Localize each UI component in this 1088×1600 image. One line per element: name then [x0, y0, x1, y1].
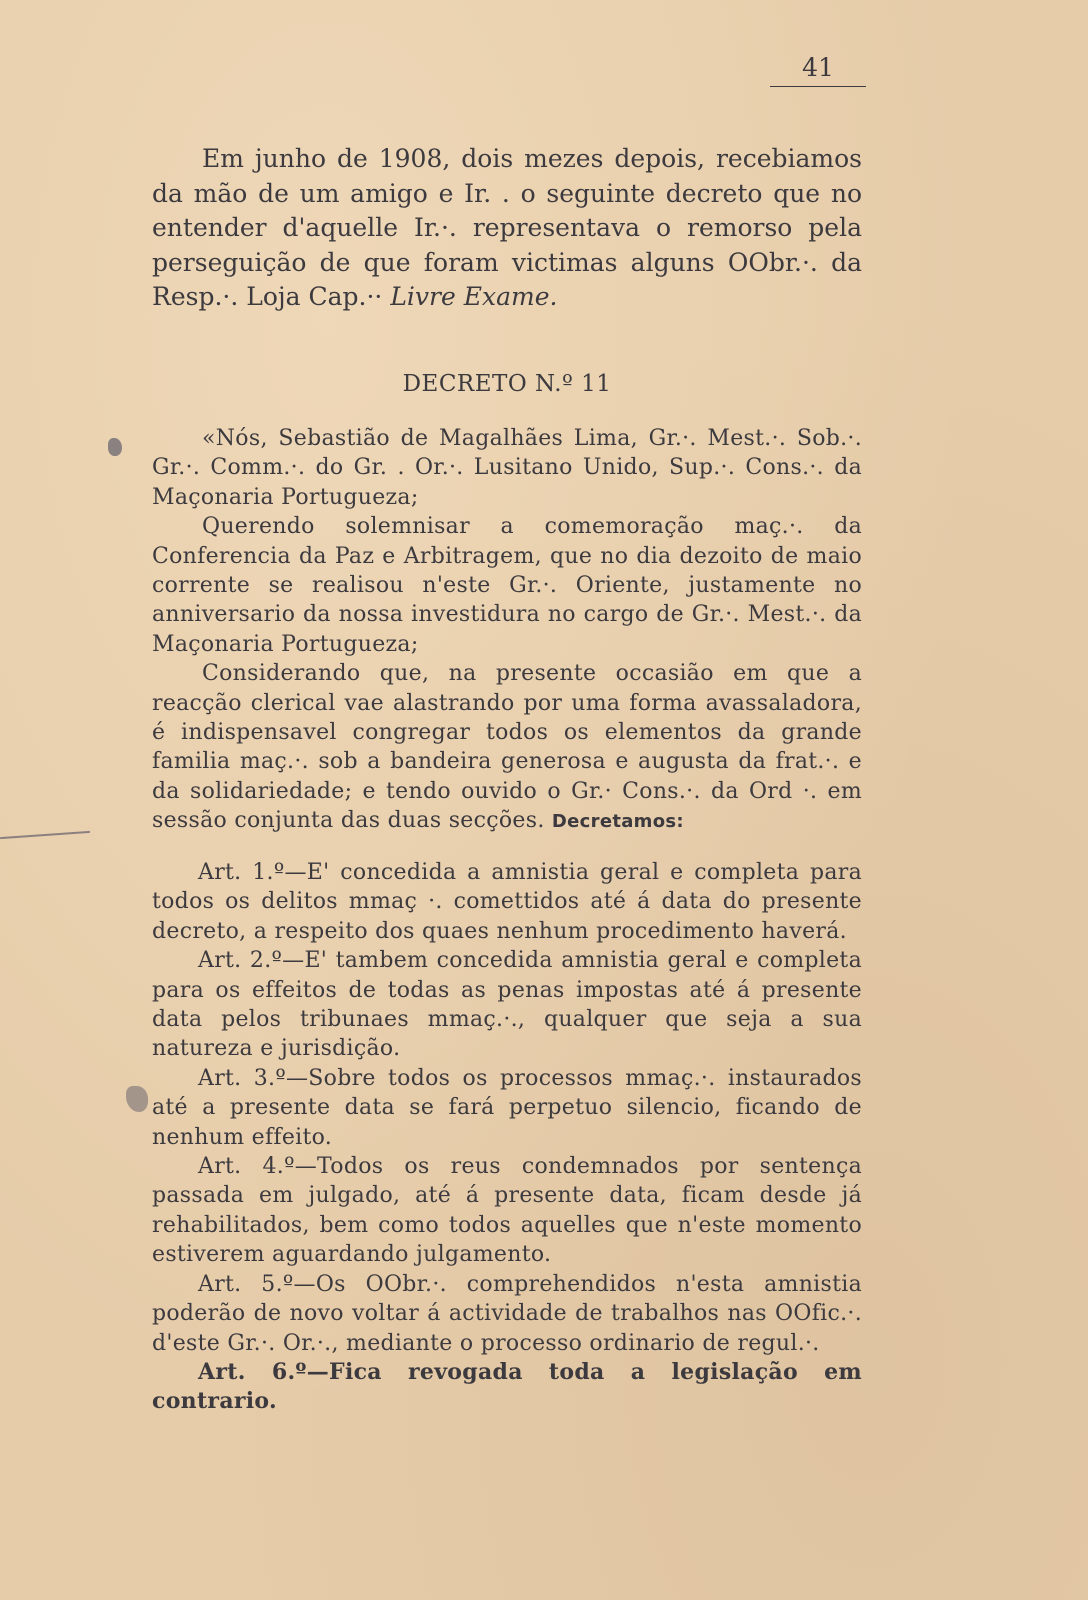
margin-ink-mark-middle: [0, 831, 90, 839]
article-4: Art. 4.º—Todos os reus condemnados por sentença passada em julgado, até á presente data, ficam desde já rehabilitados, bem como todos aquelles que n'este momento estiverem aguardando julgamento.: [152, 1154, 862, 1268]
intro-text: [152, 142, 862, 315]
lodge-name: Livre Exame.: [390, 282, 558, 311]
article-5: Art. 5.º—Os OObr.·. comprehendidos n'esta amnistia poderão de novo voltar á actividade de trabalhos nas OOfic.·. d'este Gr.·. Or.·., mediante o processo ordinario de regul.·.: [152, 1271, 862, 1356]
page-number: 41: [770, 52, 866, 87]
intro-body: Em junho de 1908, dois mezes depois, recebiamos da mão de um amigo e Ir. . o seguinte decreto que no entender d'aquelle Ir.·. representava o remorso pela perseguição de que foram victimas alguns OObr.·. da Resp.·. Loja Cap.··: [152, 144, 862, 311]
decree-articles: [152, 858, 862, 1417]
preamble-paragraph-3-text: Considerando que, na presente occasião em que a reacção clerical vae alastrando por uma forma avassaladora, é indispensavel congregar todos os elementos da grande familia maç.·. sob a bandeira generosa e augusta da frat.·. e da solidariedade; e tendo ouvido o Gr.· Cons.·. da Ord ·. em sessão conjunta das duas secções.: [152, 661, 862, 834]
margin-ink-mark-top: [108, 438, 122, 456]
decree-title: DECRETO N.º 11: [402, 371, 612, 397]
article-1: Art. 1.º—E' concedida a amnistia geral e completa para todos os delitos mmaç ·. comettidos até á data do presente decreto, a respeito dos quaes nenhum procedimento haverá.: [152, 860, 862, 944]
article-6: Art. 6.º—Fica revogada toda a legislação em contrario.: [152, 1358, 862, 1415]
preamble-paragraph-1: «Nós, Sebastião de Magalhães Lima, Gr.·. Mest.·. Sob.·. Gr.·. Comm.·. do Gr. . Or.·. Lusitano Unido, Sup.·. Cons.·. da Maçonaria Portugueza;: [152, 426, 862, 510]
margin-ink-mark-bottom: [126, 1086, 148, 1112]
article-2: Art. 2.º—E' tambem concedida amnistia geral e completa para os effeitos de todas as penas impostas até á presente data pelos tribunaes mmaç.·., qualquer que seja a sua natureza e jurisdição.: [152, 948, 862, 1062]
decree-keyword: Decretamos:: [551, 811, 684, 833]
article-3: Art. 3.º—Sobre todos os processos mmaç.·. instaurados até a presente data se fará perpetuo silencio, ficando de nenhum effeito.: [152, 1065, 862, 1150]
intro-paragraph: [152, 142, 862, 315]
preamble-paragraph-2: Querendo solemnisar a comemoração maç.·. da Conferencia da Paz e Arbitragem, que no dia dezoito de maio corrente se realisou n'este Gr.·. Oriente, justamente no anniversario da nossa investidura no cargo de Gr.·. Mest.·. da Maçonaria Portugueza;: [152, 514, 862, 657]
decree-preamble: [152, 424, 862, 837]
preamble-paragraph-3: [152, 659, 862, 836]
